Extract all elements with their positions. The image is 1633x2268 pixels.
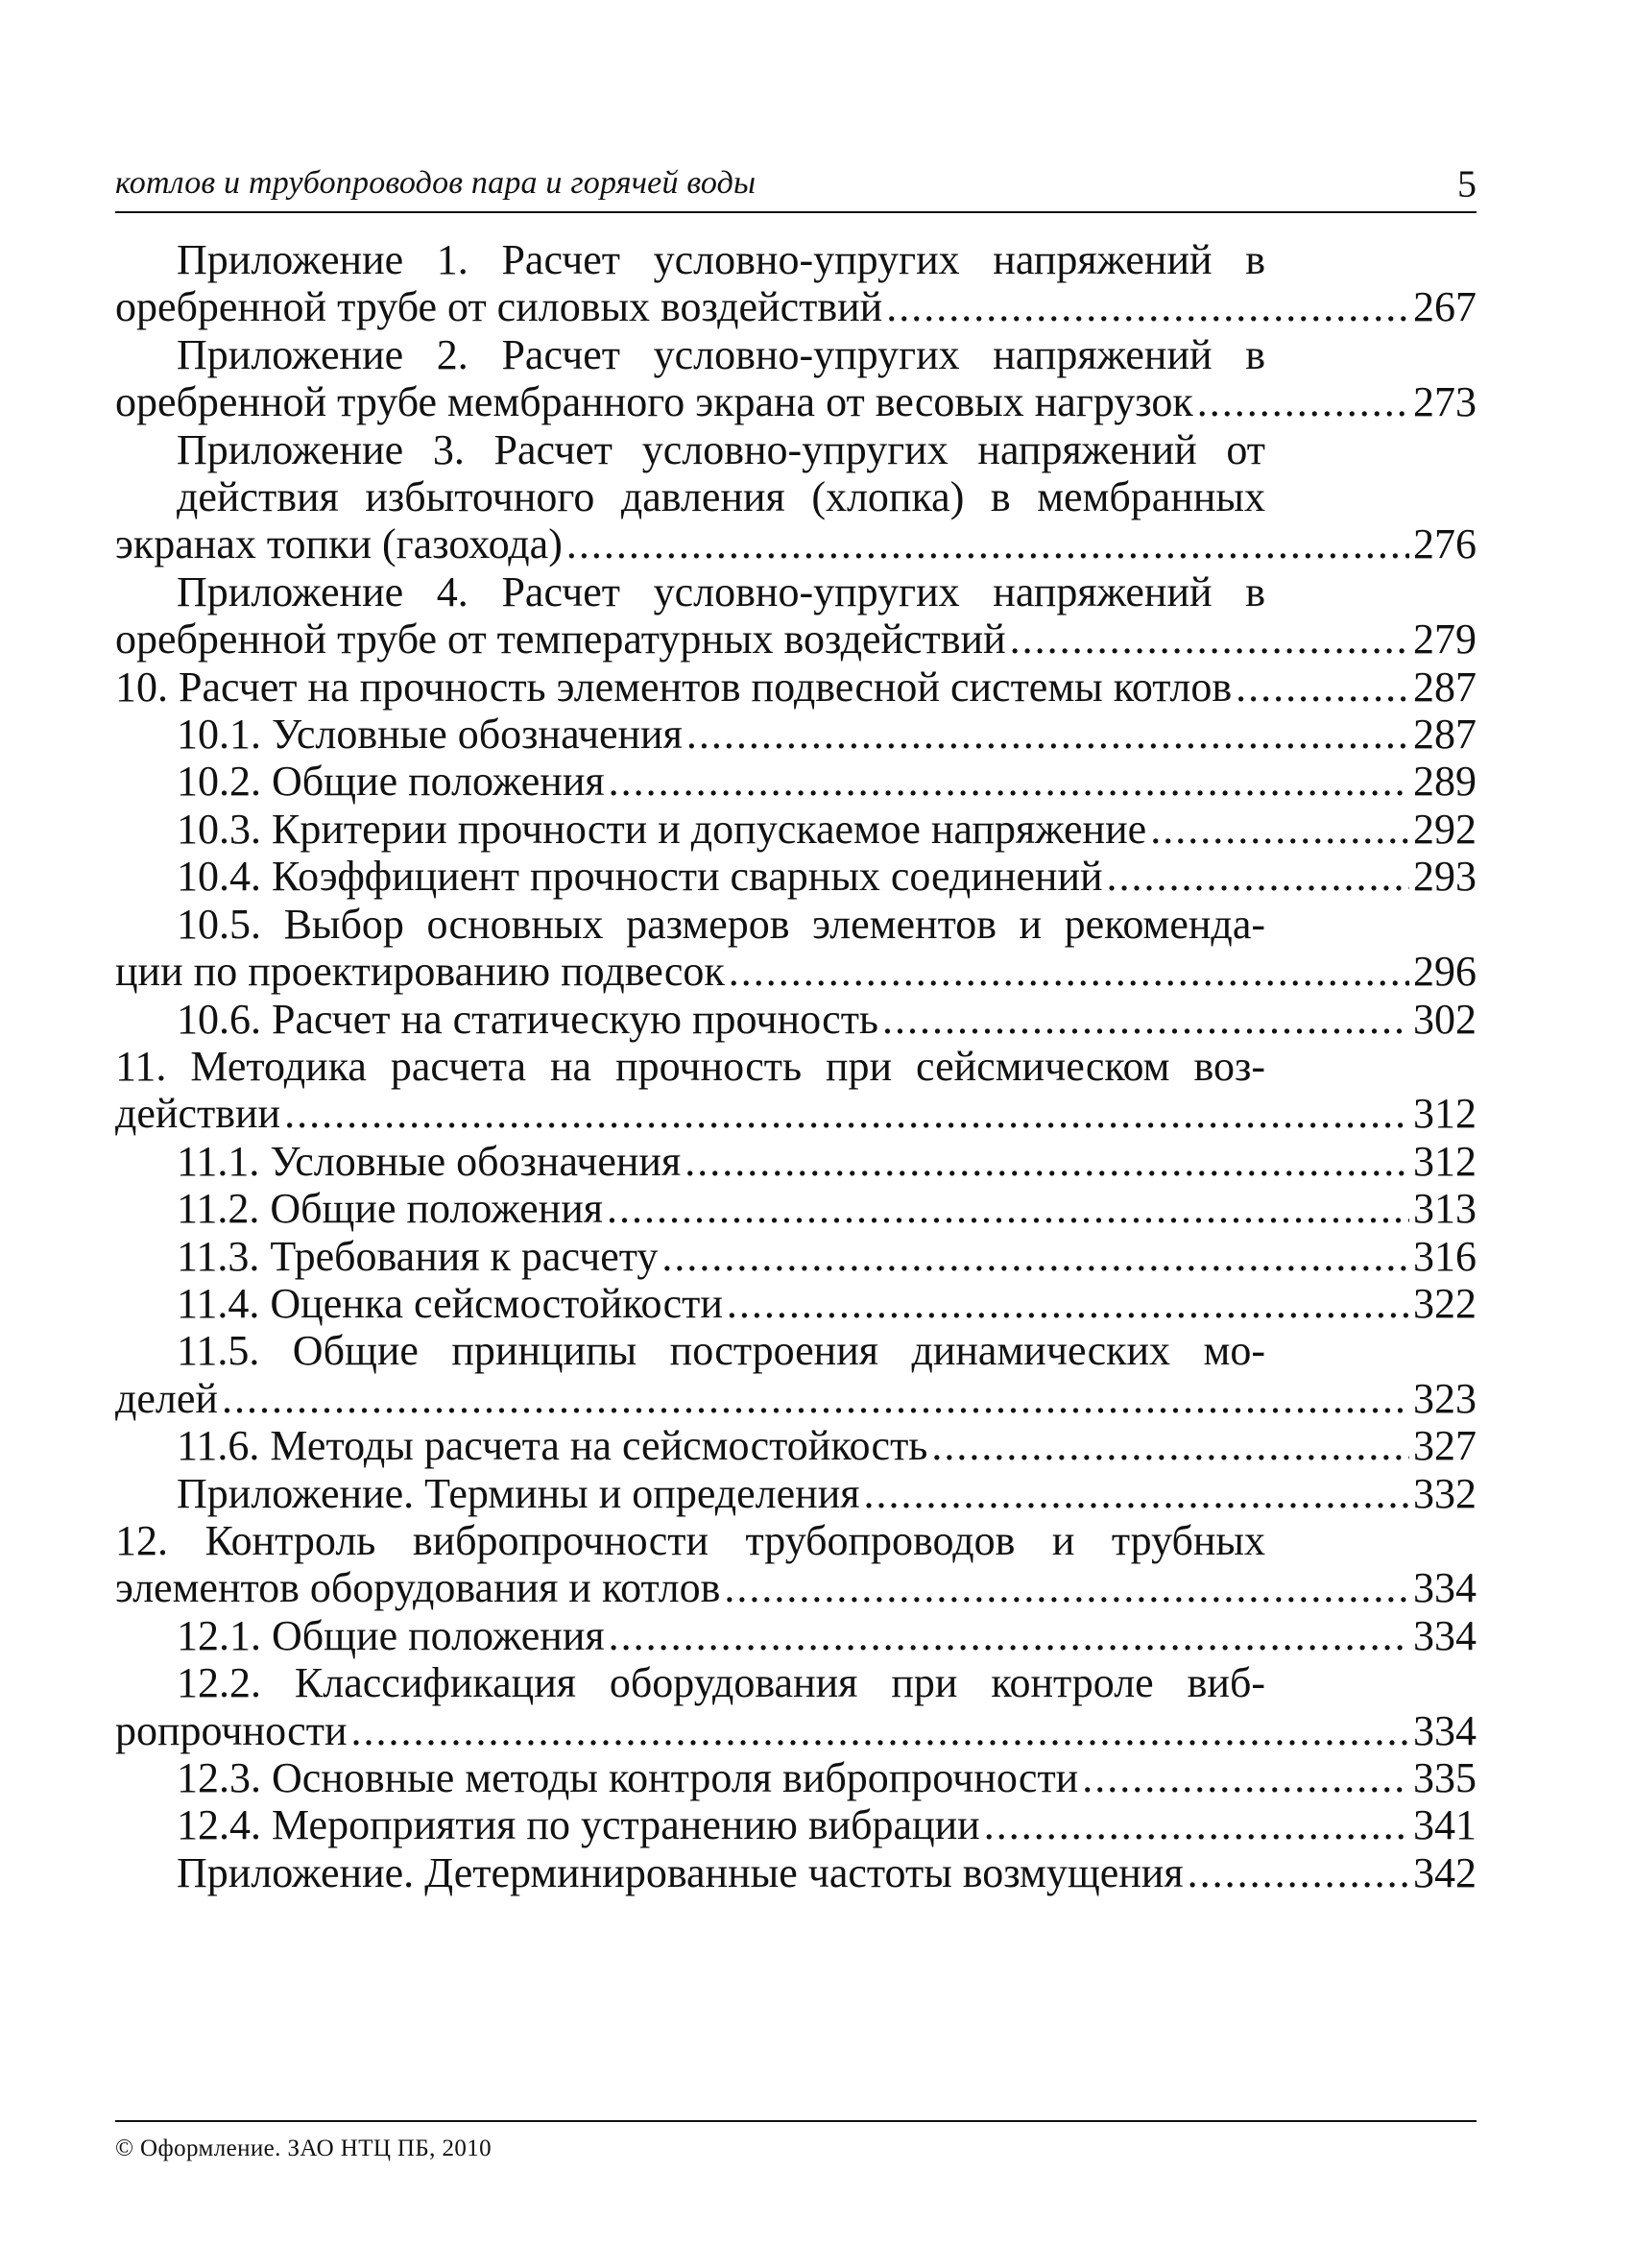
toc-entry-title: 11.3. Требования к расчету	[177, 1232, 659, 1280]
toc-entry	[115, 568, 1477, 664]
toc-entry-page-number: 267	[1413, 283, 1477, 331]
toc-entry-title: 12.1. Общие положения	[177, 1611, 605, 1659]
toc-entry	[115, 1185, 1477, 1232]
toc-entry-last-line	[177, 1280, 1477, 1327]
dot-leader	[1010, 615, 1409, 663]
toc-entry-page-number: 322	[1413, 1279, 1477, 1327]
dot-leader	[686, 711, 1409, 758]
toc-entry-line: 11. Методика расчета на прочность при сейсмическом воз-	[115, 1042, 1265, 1090]
dot-leader	[607, 1185, 1409, 1232]
toc-entry-page-number: 334	[1413, 1706, 1477, 1754]
toc-entry-page-number: 312	[1413, 1090, 1477, 1138]
toc-entry-title: 11.2. Общие положения	[177, 1185, 603, 1233]
toc-entry-page-number: 323	[1413, 1374, 1477, 1422]
toc-entry-title: ропрочности	[115, 1706, 348, 1754]
toc-entry-page-number: 313	[1413, 1185, 1477, 1233]
dot-leader	[284, 1090, 1409, 1137]
toc-entry-page-number: 334	[1413, 1564, 1477, 1612]
toc-entry-last-line	[177, 758, 1477, 805]
toc-entry-last-line	[115, 948, 1477, 995]
toc-entry-title: ции по проектированию подвесок	[115, 948, 725, 996]
toc-entry-page-number: 276	[1413, 520, 1477, 568]
toc-entry-page-number: 332	[1413, 1469, 1477, 1517]
dot-leader	[661, 1233, 1409, 1280]
toc-entry-line: Приложение 3. Расчет условно-упругих напряжений от	[177, 425, 1265, 473]
toc-entry-last-line	[177, 996, 1477, 1043]
dot-leader	[984, 1801, 1409, 1848]
dot-leader	[724, 1564, 1409, 1611]
toc-entry	[115, 1517, 1477, 1612]
toc-entry-page-number: 334	[1413, 1611, 1477, 1659]
dot-leader	[882, 996, 1409, 1043]
toc-entry-page-number: 312	[1413, 1137, 1477, 1185]
toc-entry	[115, 1849, 1477, 1896]
toc-entry-title: 11.6. Методы расчета на сейсмостойкость	[177, 1422, 928, 1470]
dot-leader	[727, 1280, 1409, 1327]
toc-entry-last-line	[115, 520, 1477, 567]
dot-leader	[609, 1612, 1409, 1659]
toc-entry-last-line	[177, 1801, 1477, 1848]
toc-entry	[115, 853, 1477, 900]
dot-leader	[609, 758, 1409, 805]
toc-entry-last-line	[177, 1138, 1477, 1185]
toc-entry-page-number: 342	[1413, 1848, 1477, 1896]
toc-entry-title: 10.2. Общие положения	[177, 758, 605, 806]
toc-entry	[115, 664, 1477, 711]
toc-entry-last-line	[177, 1185, 1477, 1232]
toc-entry-title: экранах топки (газохода)	[115, 520, 563, 568]
toc-entry-line: Приложение 2. Расчет условно-упругих напряжений в	[177, 330, 1265, 378]
page-number: 5	[1457, 162, 1477, 205]
toc-entry-line: действия избыточного давления (хлопка) в мембранных	[177, 473, 1265, 521]
toc-entry-title: действии	[115, 1090, 281, 1138]
toc-entry	[115, 1422, 1477, 1469]
toc-entry	[115, 1470, 1477, 1517]
toc-entry-line: 12.2. Классификация оборудования при контроле виб-	[177, 1659, 1265, 1707]
toc-entry-line: 10.5. Выбор основных размеров элементов и рекоменда-	[177, 900, 1265, 948]
toc-entry	[115, 1754, 1477, 1801]
toc-entry	[115, 806, 1477, 853]
table-of-contents	[115, 236, 1477, 1896]
toc-entry-line: Приложение 1. Расчет условно-упругих напряжений в	[177, 236, 1265, 283]
dot-leader	[864, 1470, 1410, 1517]
toc-entry-title: 11.1. Условные обозначения	[177, 1137, 682, 1185]
toc-entry-title: 10. Расчет на прочность элементов подвесной системы котлов	[115, 663, 1233, 711]
toc-entry-title: элементов оборудования и котлов	[115, 1564, 721, 1612]
toc-entry-title: оребренной трубе мембранного экрана от весовых нагрузок	[115, 378, 1193, 426]
toc-entry-page-number: 273	[1413, 378, 1477, 426]
toc-entry-title: оребренной трубе от температурных воздействий	[115, 615, 1006, 664]
dot-leader	[1188, 1849, 1409, 1896]
dot-leader	[1236, 664, 1409, 711]
toc-entry-page-number: 292	[1413, 805, 1477, 853]
toc-entry-last-line	[177, 1849, 1477, 1896]
toc-entry	[115, 901, 1477, 996]
toc-entry-last-line	[177, 1422, 1477, 1469]
running-header	[115, 161, 1477, 213]
toc-entry-title: 12.4. Мероприятия по устранению вибрации	[177, 1801, 980, 1849]
toc-entry-last-line	[177, 1470, 1477, 1517]
toc-entry-page-number: 287	[1413, 711, 1477, 759]
toc-entry-last-line	[115, 283, 1477, 330]
dot-leader	[566, 520, 1409, 567]
running-title: котлов и трубопроводов пара и горячей воды	[115, 165, 756, 201]
toc-entry-title: оребренной трубе от силовых воздействий	[115, 283, 883, 331]
dot-leader	[684, 1138, 1409, 1185]
toc-entry-title: 10.4. Коэффициент прочности сварных соединений	[177, 853, 1103, 901]
toc-entry-title: 10.1. Условные обозначения	[177, 711, 683, 759]
toc-entry-page-number: 287	[1413, 663, 1477, 711]
toc-entry-page-number: 341	[1413, 1801, 1477, 1849]
toc-entry	[115, 1138, 1477, 1185]
toc-entry-page-number: 289	[1413, 758, 1477, 806]
toc-entry	[115, 331, 1477, 426]
toc-entry-last-line	[115, 1707, 1477, 1754]
toc-entry	[115, 1043, 1477, 1138]
toc-entry-page-number: 302	[1413, 995, 1477, 1043]
toc-entry-page-number: 327	[1413, 1422, 1477, 1470]
toc-entry	[115, 236, 1477, 331]
dot-leader	[1197, 378, 1409, 425]
toc-entry-title: Приложение. Детерминированные частоты возмущения	[177, 1848, 1184, 1896]
toc-entry-last-line	[115, 1090, 1477, 1137]
toc-entry-last-line	[177, 806, 1477, 853]
toc-entry-line: Приложение 4. Расчет условно-упругих напряжений в	[177, 567, 1265, 615]
dot-leader	[222, 1375, 1409, 1422]
dot-leader	[729, 948, 1409, 995]
toc-entry	[115, 711, 1477, 758]
toc-entry-last-line	[177, 1754, 1477, 1801]
dot-leader	[886, 283, 1409, 330]
toc-entry-page-number: 296	[1413, 948, 1477, 996]
toc-entry-last-line	[115, 1564, 1477, 1611]
toc-entry-last-line	[177, 711, 1477, 758]
toc-entry-last-line	[115, 378, 1477, 425]
toc-entry	[115, 1327, 1477, 1422]
toc-entry-line: 11.5. Общие принципы построения динамических мо-	[177, 1327, 1265, 1375]
toc-entry	[115, 996, 1477, 1043]
toc-entry	[115, 426, 1477, 568]
toc-entry-last-line	[115, 1375, 1477, 1422]
toc-entry	[115, 1233, 1477, 1280]
toc-entry-last-line	[177, 1233, 1477, 1280]
toc-entry-last-line	[177, 853, 1477, 900]
toc-entry-last-line	[177, 1612, 1477, 1659]
toc-entry-page-number: 279	[1413, 615, 1477, 664]
dot-leader	[1150, 806, 1409, 853]
toc-entry	[115, 1280, 1477, 1327]
toc-entry-page-number: 293	[1413, 853, 1477, 901]
toc-entry-title: 11.4. Оценка сейсмостойкости	[177, 1279, 723, 1327]
dot-leader	[1082, 1754, 1409, 1801]
toc-entry-title: 10.3. Критерии прочности и допускаемое напряжение	[177, 805, 1147, 853]
dot-leader	[1107, 853, 1409, 900]
toc-entry-last-line	[115, 615, 1477, 663]
copyright-notice: © Оформление. ЗАО НТЦ ПБ, 2010	[115, 2135, 492, 2161]
toc-entry	[115, 1659, 1477, 1754]
toc-entry-title: 12.3. Основные методы контроля вибропрочности	[177, 1754, 1079, 1801]
toc-entry-page-number: 335	[1413, 1754, 1477, 1801]
toc-entry-page-number: 316	[1413, 1232, 1477, 1280]
toc-entry-title: Приложение. Термины и определения	[177, 1469, 860, 1517]
toc-entry	[115, 758, 1477, 805]
toc-entry	[115, 1612, 1477, 1659]
toc-entry-title: делей	[115, 1374, 218, 1422]
toc-entry-title: 10.6. Расчет на статическую прочность	[177, 995, 878, 1043]
dot-leader	[350, 1707, 1409, 1754]
toc-entry	[115, 1801, 1477, 1848]
toc-entry-last-line	[115, 664, 1477, 711]
toc-entry-line: 12. Контроль вибропрочности трубопроводов и трубных	[115, 1516, 1265, 1564]
footer	[115, 2120, 1477, 2162]
dot-leader	[931, 1422, 1409, 1469]
